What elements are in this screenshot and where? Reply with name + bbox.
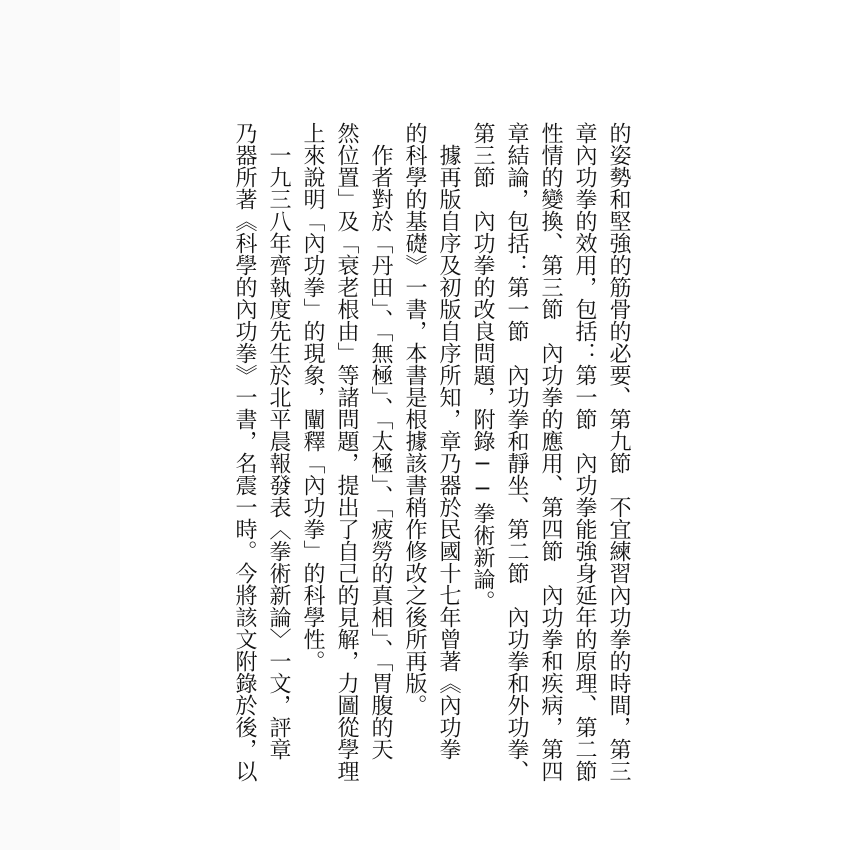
book-page [120,0,850,850]
text-column-12: 乃器所著《科學的內功拳》一書，名震一時。今將該文附錄於後，以 [232,122,257,782]
text-column-3: 性情的變換、第三節 內功拳的應用、第四節 內功拳和疾病，第四 [538,122,563,782]
text-column-6: 據再版自序及初版自序所知，章乃器於民國十七年曾著《內功拳 [436,122,461,760]
text-column-2: 章內功拳的效用，包括：第一節 內功拳能強身延年的原理、第二節 [572,122,597,782]
text-column-7: 的科學的基礎》一書，本書是根據該書稍作修改之後所再版。 [402,122,427,716]
text-column-1: 的姿勢和堅強的筋骨的必要、第九節 不宜練習內功拳的時間，第三 [606,122,631,782]
text-column-8: 作者對於「丹田」、「無極」、「太極」、「疲勞的真相」、「胃腹的天 [368,122,393,760]
text-column-10: 上來說明「內功拳」的現象，闡釋「內功拳」的科學性。 [300,122,325,672]
text-column-5: 第三節 內功拳的改良問題，附錄──拳術新論。 [470,122,495,612]
text-column-11: 一九三八年齊執度先生於北平晨報發表〈拳術新論〉一文，評章 [266,122,291,760]
text-column-4: 章結論，包括：第一節 內功拳和靜坐、第二節 內功拳和外功拳、 [504,122,529,782]
text-column-9: 然位置」及「衰老根由」等諸問題，提出了自己的見解，力圖從學理 [334,122,359,782]
